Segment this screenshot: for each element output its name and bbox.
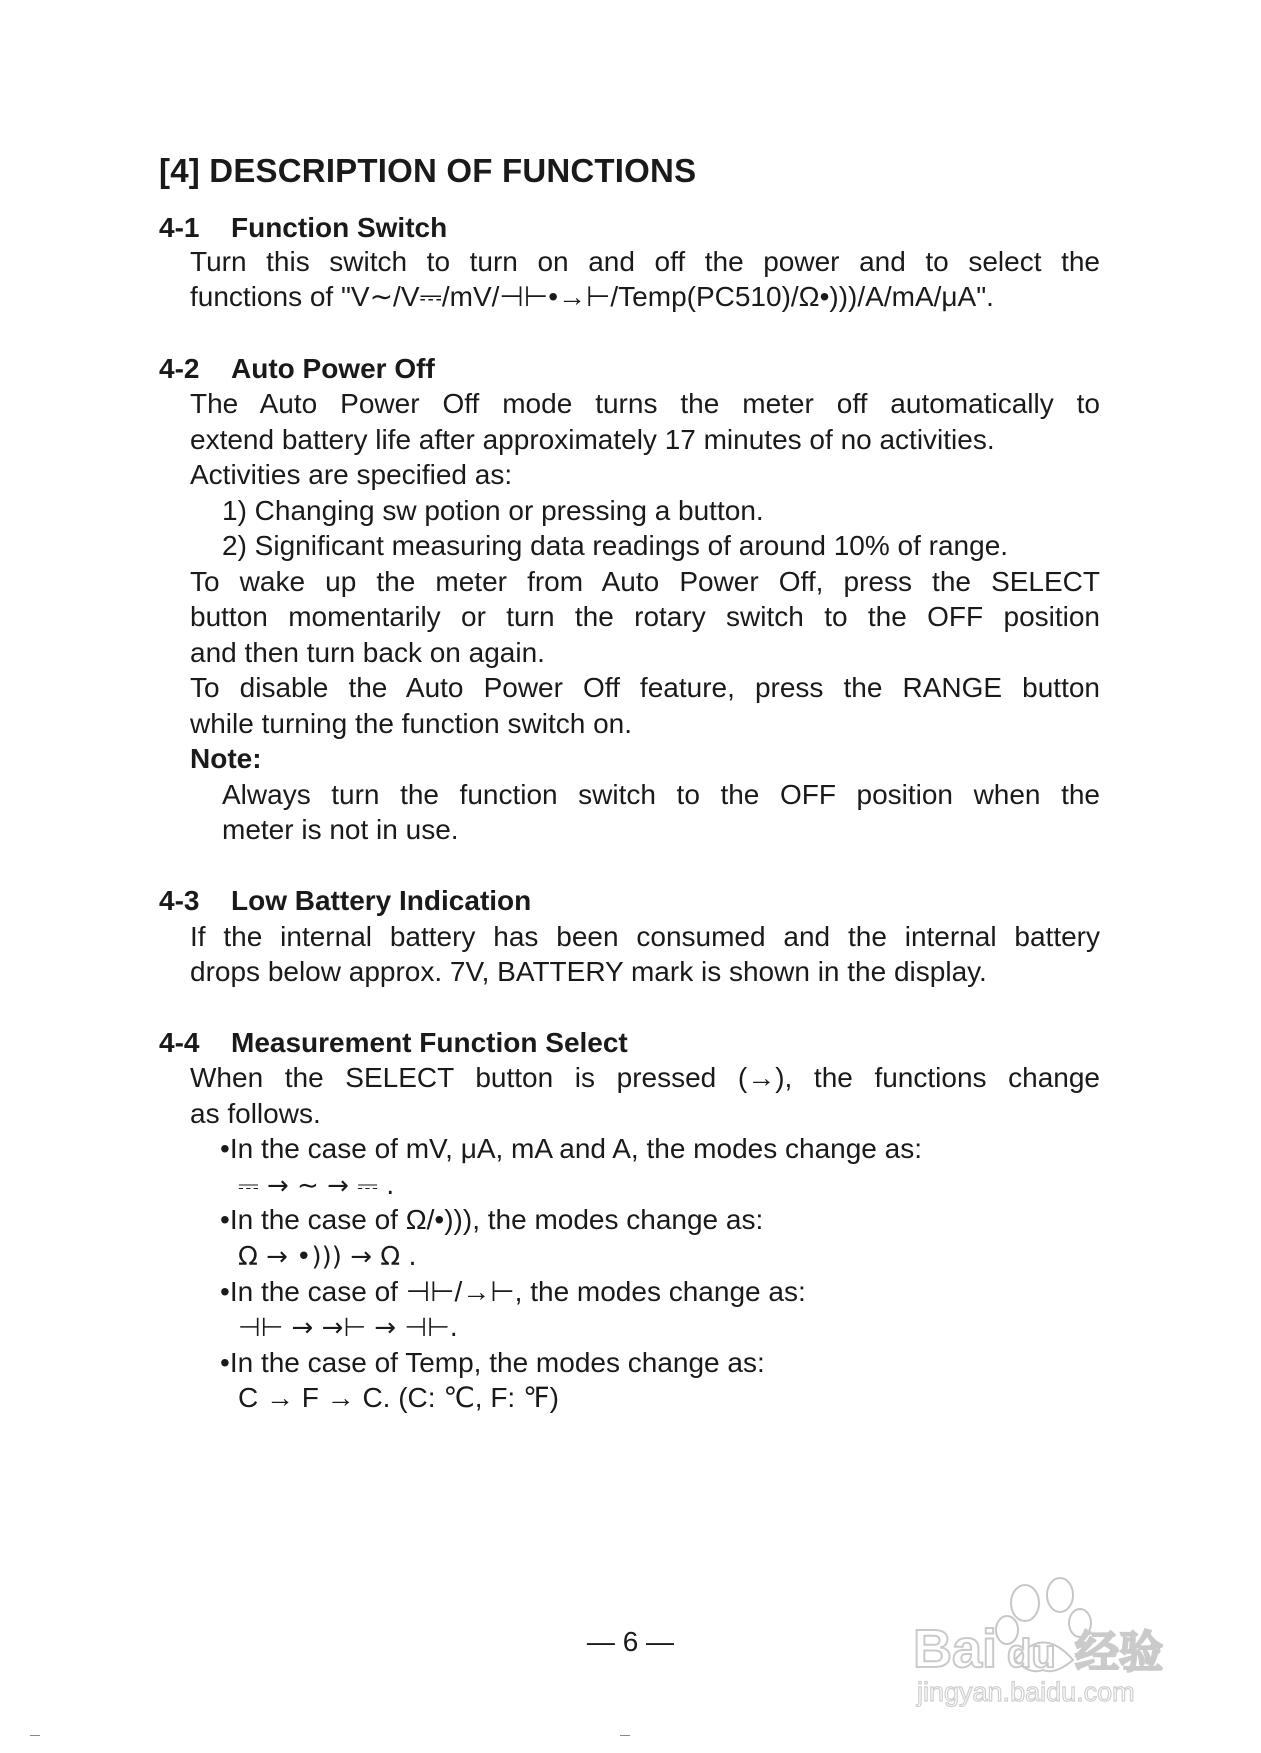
section-4-3-title — [159, 885, 531, 917]
section-4-1-title — [159, 212, 447, 244]
section-heading: Auto Power Off — [231, 353, 435, 384]
paragraph-line: To wake up the meter from Auto Power Off, press the SELECT — [190, 566, 1100, 597]
bullet-text: In the case of Temp, the modes change as: — [229, 1347, 765, 1378]
paragraph-line: while turning the function switch on. — [190, 708, 633, 739]
paragraph-line: drops below approx. 7V, BATTERY mark is shown in the display. — [190, 956, 987, 987]
paragraph-line: as follows. — [190, 1098, 321, 1129]
note-label: Note: — [190, 743, 262, 774]
svg-text:jingyan.baidu.com: jingyan.baidu.com — [917, 1677, 1135, 1707]
mode-sequence-text: C → F → C. (C: ℃, F: ℉) — [238, 1382, 559, 1413]
mode-sequence-text: Ω → •))) → Ω . — [238, 1242, 417, 1272]
mode-sequence-text: ⊣⊢ → →⊢ → ⊣⊢. — [238, 1313, 458, 1343]
mode-sequence — [238, 1310, 458, 1345]
section-number: 4-1 — [159, 212, 200, 243]
bullet-text: In the case of mV, μA, mA and A, the modes change as: — [229, 1133, 922, 1164]
bullet-item: •In the case of Temp, the modes change as: — [220, 1347, 765, 1378]
paragraph-line: button momentarily or turn the rotary switch to the OFF position — [190, 601, 1100, 632]
bullet-text: In the case of Ω/•))), the modes change as: — [229, 1204, 764, 1235]
svg-text:经验: 经验 — [1075, 1627, 1163, 1678]
svg-text:du: du — [1007, 1632, 1056, 1676]
chapter-title: [4] DESCRIPTION OF FUNCTIONS — [159, 152, 697, 189]
baidu-watermark-logo — [895, 1555, 1195, 1710]
list-item: 1) Changing sw potion or pressing a button. — [222, 495, 764, 526]
paragraph-line: Activities are specified as: — [190, 459, 513, 490]
mode-sequence — [238, 1381, 559, 1415]
mode-sequence — [238, 1168, 394, 1203]
paragraph-line: To disable the Auto Power Off feature, press the RANGE button — [190, 672, 1100, 703]
page-number: — 6 — — [586, 1626, 675, 1657]
note-line: Always turn the function switch to the OFF position when the — [222, 779, 1100, 810]
bullet-item: •In the case of mV, μA, mA and A, the modes change as: — [220, 1133, 922, 1164]
section-number: 4-2 — [159, 353, 200, 384]
paragraph-line: extend battery life after approximately 17 minutes of no activities. — [190, 424, 995, 455]
paragraph-line: functions of "V∼/V⎓/mV/⊣⊢•→⊢/Temp(PC510)/Ω•)))/A/mA/μA". — [190, 281, 994, 312]
section-number: 4-4 — [159, 1027, 200, 1058]
list-item: 2) Significant measuring data readings of around 10% of range. — [222, 530, 1009, 561]
section-number: 4-3 — [159, 885, 200, 916]
mode-sequence — [238, 1239, 417, 1274]
mode-sequence-text: ⎓ → ∼ → ⎓ . — [238, 1171, 395, 1201]
paragraph-line: If the internal battery has been consumed and the internal battery — [190, 921, 1100, 952]
section-4-4-title — [159, 1027, 628, 1059]
scan-mark — [620, 1735, 630, 1746]
bullet-item: •In the case of ⊣⊢/→⊢, the modes change as: — [220, 1276, 806, 1307]
section-heading: Function Switch — [231, 212, 448, 243]
bullet-text: In the case of ⊣⊢/→⊢, the modes change as: — [229, 1276, 806, 1307]
paragraph-line: The Auto Power Off mode turns the meter off automatically to — [190, 388, 1100, 419]
paragraph-line: Turn this switch to turn on and off the power and to select the — [190, 246, 1100, 277]
section-heading: Measurement Function Select — [231, 1027, 628, 1058]
paragraph-line: When the SELECT button is pressed (→), the functions change — [190, 1062, 1100, 1093]
paragraph-line: and then turn back on again. — [190, 637, 545, 668]
note-line: meter is not in use. — [222, 814, 459, 845]
scan-mark — [30, 1735, 40, 1746]
section-4-2-title — [159, 353, 435, 385]
svg-text:Bai: Bai — [913, 1619, 998, 1679]
section-heading: Low Battery Indication — [231, 885, 532, 916]
bullet-item: •In the case of Ω/•))), the modes change as: — [220, 1204, 764, 1235]
